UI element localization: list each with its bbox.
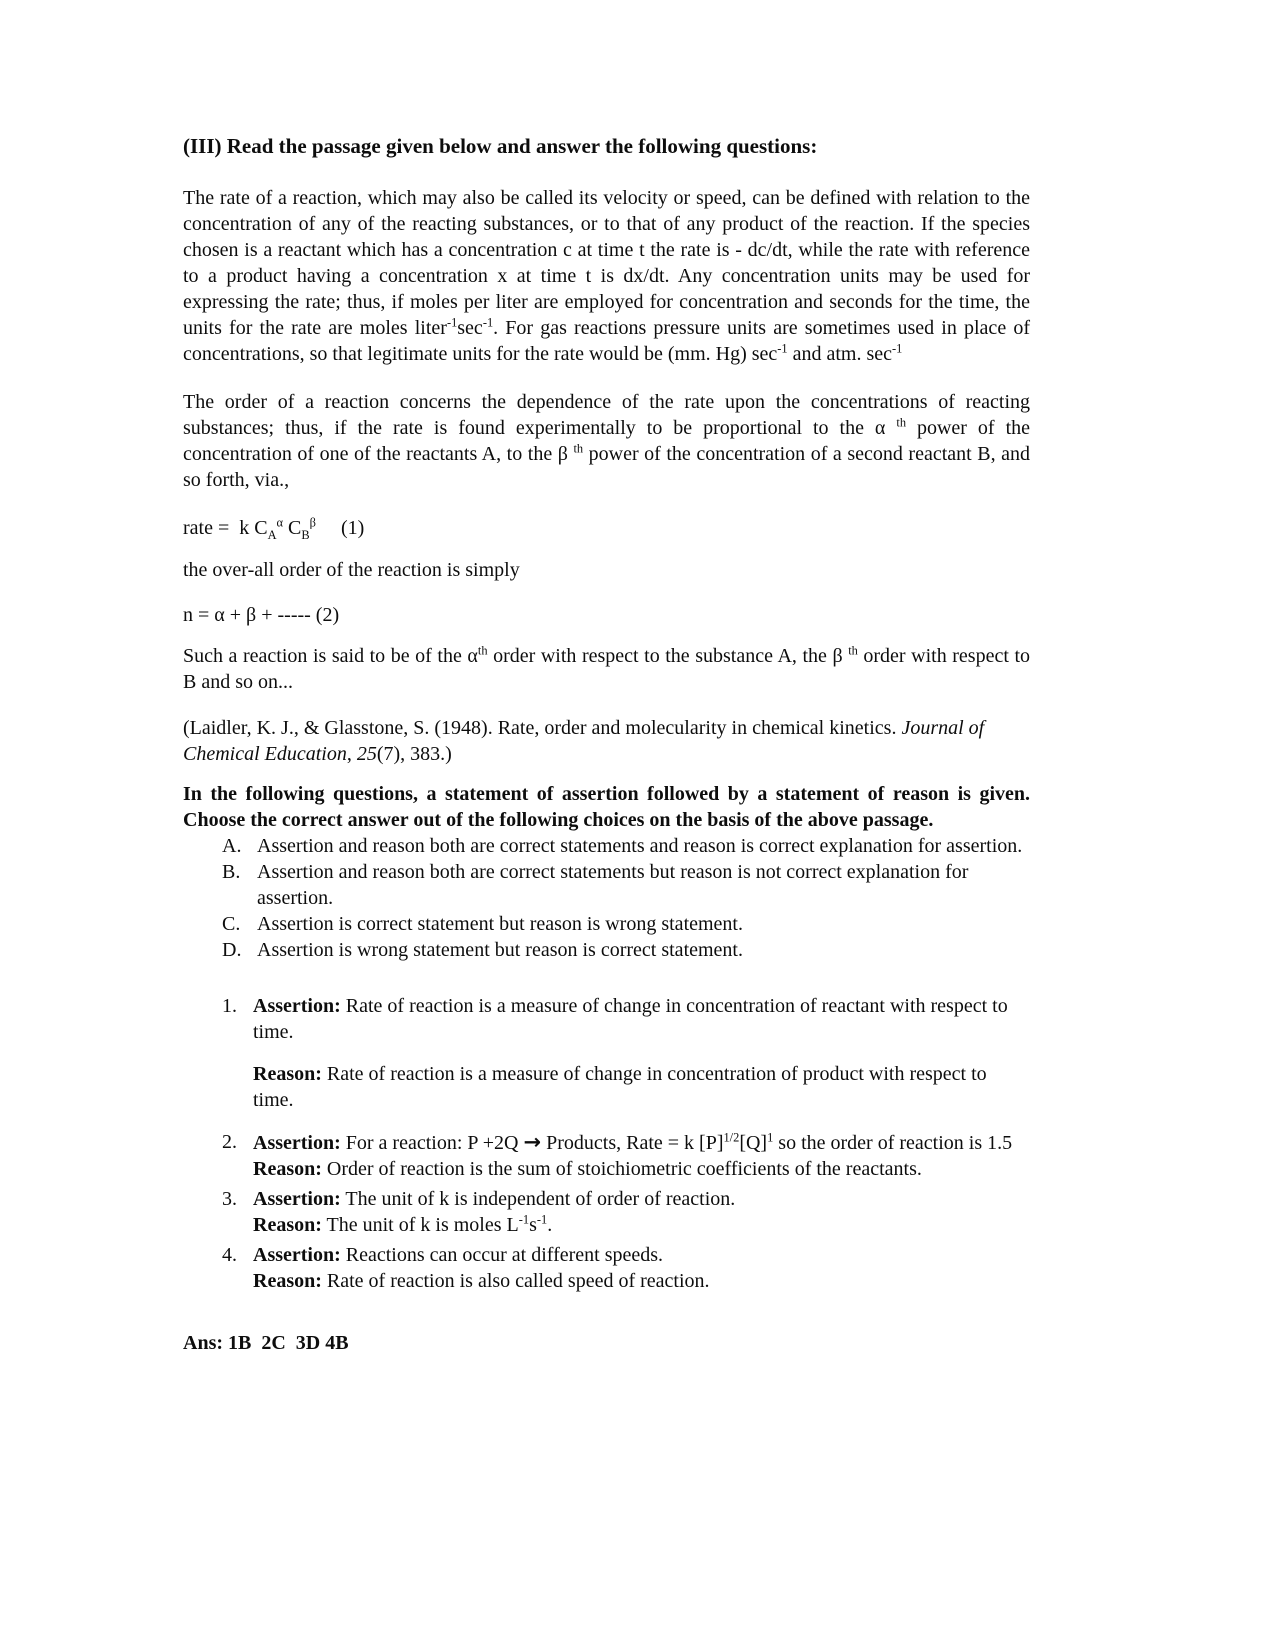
choice-text: Assertion is correct statement but reason is wrong statement. — [257, 913, 743, 935]
choice-item-c — [222, 911, 1030, 937]
reason-text: Reason: The unit of k is moles $L^{-1}s^{-1}$. — [253, 1212, 553, 1236]
choice-text: Assertion and reason both are correct statements and reason is correct explanation for assertion. — [257, 835, 1023, 857]
choice-item-a — [222, 833, 1030, 859]
instruction-paragraph: In the following questions, a statement of assertion followed by a statement of reason is given. Choose the correct answer out of the following choices on the basis of the above passage. — [183, 783, 1030, 831]
question-number: 3. — [222, 1188, 237, 1210]
question-number: 2. — [222, 1131, 237, 1153]
choice-text: Assertion and reason both are correct statements but reason is not correct explanation for assertion. — [257, 861, 969, 909]
choice-item-b — [222, 859, 1030, 911]
question-4 — [222, 1242, 1030, 1294]
reason-text: Reason: Rate of reaction is also called speed of reaction. — [253, 1270, 710, 1292]
choice-label: D. — [222, 939, 242, 961]
citation: (Laidler, K. J., & Glasstone, S. (1948). Rate, order and molecularity in chemical kinetics. Journal of Chemical Education, 25(7), 383.) — [183, 717, 985, 765]
equation-order-sum: n = α + β + ----- (2) — [183, 604, 340, 626]
choice-list — [222, 833, 1030, 963]
choice-label: A. — [222, 835, 242, 857]
question-body — [253, 1186, 1030, 1238]
choice-label: B. — [222, 861, 241, 883]
assertion-text: Assertion: For a reaction: P +2Q → Products, Rate = k $[P]^{1/2}[Q]^1$ so the order of reaction is 1.5 — [253, 1130, 1013, 1154]
section-heading: (III) Read the passage given below and answer the following questions: — [183, 134, 818, 158]
overall-order-line: the over-all order of the reaction is simply — [183, 559, 520, 581]
reason-text: Reason: Order of reaction is the sum of stoichiometric coefficients of the reactants. — [253, 1158, 922, 1180]
assertion-text: Assertion: Rate of reaction is a measure of change in concentration of reactant with respect to time. — [253, 995, 1008, 1043]
question-3 — [222, 1186, 1030, 1238]
passage-paragraph-rate-definition: The rate of a reaction, which may also be called its velocity or speed, can be defined with relation to the concentration of any of the reacting substances, or to that of any product of the reaction. If the species chosen is a reactant which has a concentration c at time t the rate is - dc/dt, while the rate with reference to a product having a concentration x at time t is dx/dt. Any concentration units may be used for expressing the rate; thus, if moles per liter are employed for concentration and seconds for the time, the units for the rate are moles $liter^{-1}\sec^{-1}$. For gas reactions pressure units are sometimes used in place of concentrations, so that legitimate units for the rate would be (mm. Hg) $\sec^{-1}$ and atm. $\sec^{-1}$ — [183, 187, 1031, 365]
reason-text: Reason: Rate of reaction is a measure of change in concentration of product with respect to time. — [253, 1063, 987, 1111]
question-2 — [222, 1129, 1030, 1182]
passage-paragraph-such-reaction: Such a reaction is said to be of the $\alpha^{th}$ order with respect to the substance A, the β $^{th}$ order with respect to B and so on... — [183, 643, 1031, 693]
answer-line: Ans: 1B 2C 3D 4B — [183, 1332, 349, 1354]
question-list — [222, 993, 1030, 1294]
question-number: 1. — [222, 995, 237, 1017]
question-body — [253, 1242, 1030, 1294]
question-number: 4. — [222, 1244, 237, 1266]
choice-item-d — [222, 937, 1030, 963]
question-body — [253, 993, 1030, 1113]
assertion-text: Assertion: Reactions can occur at different speeds. — [253, 1244, 664, 1266]
choice-label: C. — [222, 913, 241, 935]
passage-paragraph-order: The order of a reaction concerns the dependence of the rate upon the concentrations of reacting substances; thus, if the rate is found experimentally to be proportional to the α $^{th}$ power of the concentration of one of the reactants A, to the β $^{th}$ power of the concentration of a second reactant B, and so forth, via., — [183, 391, 1031, 491]
choice-text: Assertion is wrong statement but reason is correct statement. — [257, 939, 743, 961]
assertion-text: Assertion: The unit of k is independent of order of reaction. — [253, 1188, 736, 1210]
equation-rate-law: rate = k $C_A^\alpha$ $C_B^\beta$ (1) — [183, 515, 365, 542]
question-body — [253, 1129, 1030, 1182]
question-1 — [222, 993, 1030, 1113]
